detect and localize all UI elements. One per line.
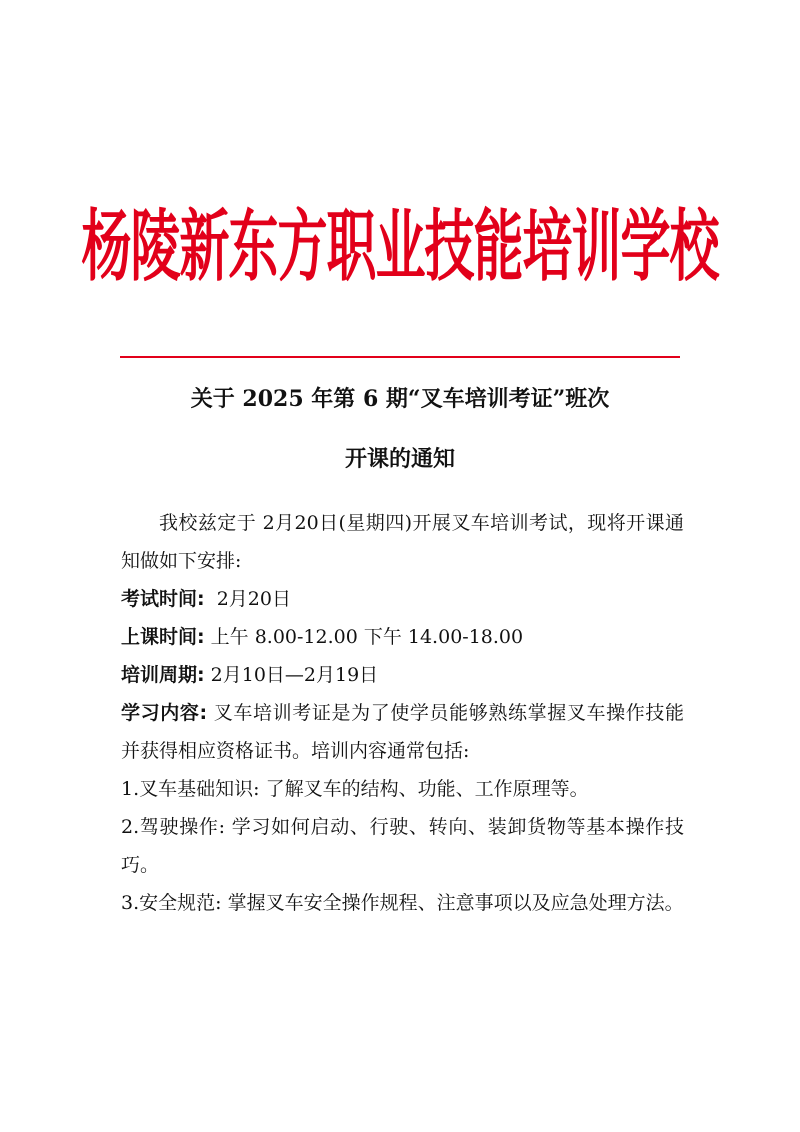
exam-time-label: 考试时间: <box>121 588 205 610</box>
training-period-value: 2月10日—2月19日 <box>204 664 379 686</box>
class-time-label: 上课时间: <box>121 626 205 648</box>
exam-time-row <box>121 580 684 618</box>
intro-paragraph: 我校兹定于 2月20日(星期四)开展叉车培训考试，现将开课通知做如下安排: <box>121 512 684 572</box>
school-masthead: 杨陵新东方职业技能培训学校 <box>81 201 719 292</box>
class-time-row <box>121 618 684 656</box>
content-item-1: 1.叉车基础知识: 了解叉车的结构、功能、工作原理等。 <box>121 778 589 800</box>
notice-body <box>121 504 684 922</box>
content-item-3: 3.安全规范: 掌握叉车安全操作规程、注意事项以及应急处理方法。 <box>121 892 684 914</box>
exam-time-value: 2月20日 <box>204 588 291 610</box>
notice-title-line-2: 开课的通知 <box>344 446 455 472</box>
study-content-label: 学习内容: <box>121 702 208 724</box>
notice-title-line-1: 关于 2025 年第 6 期“叉车培训考证”班次 <box>190 386 610 412</box>
training-period-label: 培训周期: <box>121 664 205 686</box>
study-content-value: 叉车培训考证是为了使学员能够熟练掌握叉车操作技能并获得相应资格证书。培训内容通常包括: <box>121 702 684 762</box>
training-period-row <box>121 656 684 694</box>
red-divider-line <box>120 356 680 358</box>
class-time-value: 上午 8.00-12.00 下午 14.00-18.00 <box>204 626 524 648</box>
content-item-2: 2.驾驶操作: 学习如何启动、行驶、转向、装卸货物等基本操作技巧。 <box>121 816 684 876</box>
study-content-row <box>121 694 684 770</box>
